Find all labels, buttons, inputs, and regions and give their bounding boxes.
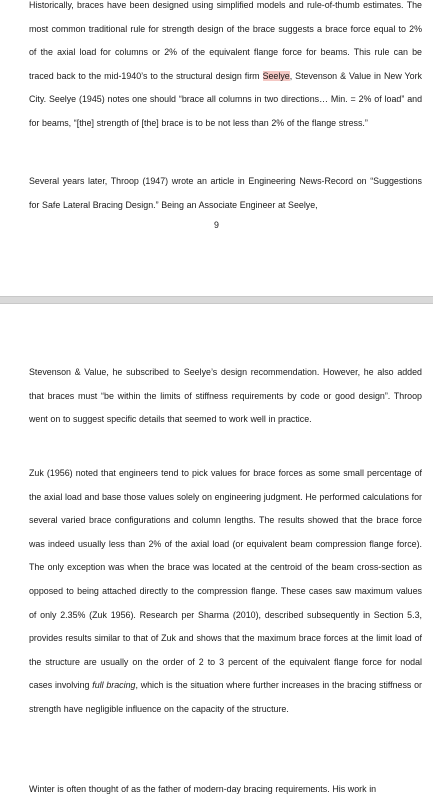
paragraph-text: , which is the situation where further increases in the bracing stiffness or strength have negligible influence on the capacity of the structure. bbox=[29, 680, 422, 714]
document-page-9 bbox=[0, 0, 433, 296]
page-number: 9 bbox=[214, 220, 219, 230]
document-page-10 bbox=[0, 304, 433, 800]
paragraph-stevenson: Stevenson & Value, he subscribed to Seelye’s design recommendation. However, he also added that braces must “be within the limits of stiffness requirements by code or good design”. Throop went on to suggest specific details that seemed to work well in practice. bbox=[29, 367, 422, 425]
italic-term: full bracing bbox=[92, 680, 136, 691]
paragraph-text: Zuk (1956) noted that engineers tend to pick values for brace forces as some small percentage of the axial load and base those values solely on engineering judgment. He performed calculations for several varied brace configurations and column lengths. The results showed that the brace force was indeed usually less than 2% of the axial load (or equivalent beam compression flange force). The only exception was when the brace was located at the centroid of the beam cross-section as opposed to being attached directly to the compression flange. These cases saw maximum values of only 2.35% (Zuk 1956). Research per Sharma (2010), described subsequently in Section 5.3, provides results similar to that of Zuk and shows that the maximum brace forces at the limit load of the structure are usually on the order of 2 to 3 percent of the equivalent flange force for nodal cases involving bbox=[29, 468, 422, 691]
paragraph-text: Historically, braces have been designed using simplified models and rule-of-thumb estimates. The most common traditional rule for strength design of the brace suggests a brace force equal to 2% of the axial load for columns or 2% of the equivalent flange force for beams. This rule can be traced back to the mid-1940’s to the structural design firm bbox=[29, 0, 422, 81]
paragraph-winter: Winter is often thought of as the father of modern-day bracing requirements. His work in bbox=[29, 784, 377, 794]
paragraph-throop: Several years later, Throop (1947) wrote an article in Engineering News-Record on “Suggestions for Safe Lateral Bracing Design.” Being an Associate Engineer at Seelye, bbox=[29, 176, 422, 210]
page-separator bbox=[0, 296, 433, 304]
highlighted-word: Seelye bbox=[262, 70, 290, 81]
paragraph-text: , Stevenson & Value in New York City. Seelye (1945) notes one should “brace all columns in two directions… Min. = 2% of load” and for beams, “[the] strength of [the] brace is to be not less than 2% of the flange stress.” bbox=[29, 70, 422, 128]
paragraph-historically bbox=[29, 0, 422, 136]
paragraph-zuk bbox=[29, 462, 422, 722]
